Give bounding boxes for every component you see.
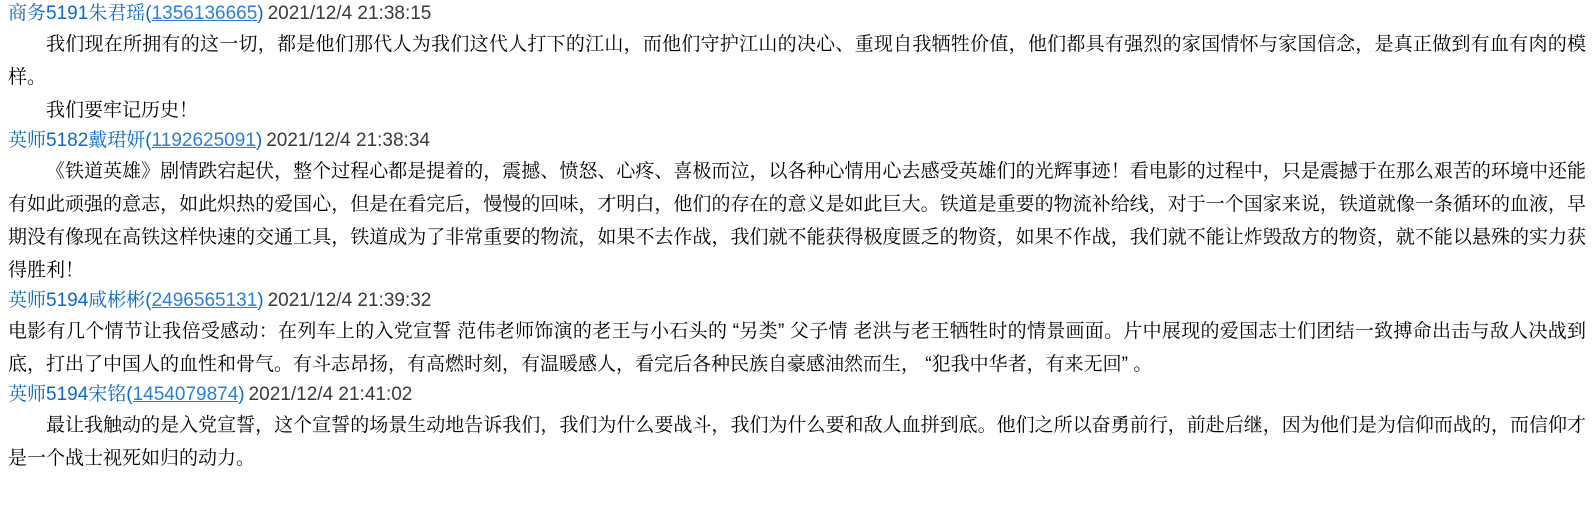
- chat-message: [8, 0, 1586, 127]
- sender-id[interactable]: 2496565131: [151, 290, 258, 311]
- sender-id-open-paren: (: [126, 384, 133, 405]
- message-paragraph: 我们要牢记历史！: [46, 100, 199, 121]
- message-paragraph: 我们现在所拥有的这一切，都是他们那代人为我们这代人打下的江山，而他们守护江山的决心、重现自我牺牲价值，他们都具有强烈的家国情怀与家国信念，是真正做到有血有肉的模样。: [8, 34, 1586, 88]
- sender-id-close-paren: ): [257, 290, 264, 311]
- message-header: [8, 381, 1586, 409]
- message-header: [8, 127, 1586, 155]
- sender-name[interactable]: 商务5191朱君瑶: [8, 3, 146, 24]
- sender-id-open-paren: (: [145, 3, 152, 24]
- message-paragraph: 《铁道英雄》剧情跌宕起伏，整个过程心都是提着的，震撼、愤怒、心疼、喜极而泣，以各种心情用心去感受英雄们的光辉事迹！看电影的过程中，只是震撼于在那么艰苦的环境中还能有如此顽强的意志，如此炽热的爱国心，但是在看完后，慢慢的回味，才明白，他们的存在的意义是如此巨大。铁道是重要的物流补给线，对于一个国家来说，铁道就像一条循环的血液，早期没有像现在高铁这样快速的交通工具，铁道成为了非常重要的物流，如果不去作战，我们就不能获得极度匮乏的物资，如果不作战，我们就不能让炸毁敌方的物资，就不能以悬殊的实力获得胜利！: [8, 161, 1586, 281]
- message-timestamp: 2021/12/4 21:38:15: [267, 3, 432, 24]
- sender-id[interactable]: 1356136665: [151, 3, 258, 24]
- message-body: [8, 315, 1586, 381]
- chat-message: [8, 381, 1586, 475]
- message-timestamp: 2021/12/4 21:41:02: [248, 384, 413, 405]
- sender-id[interactable]: 1454079874: [132, 384, 239, 405]
- message-header: [8, 287, 1586, 315]
- message-body: [8, 155, 1586, 287]
- message-timestamp: 2021/12/4 21:39:32: [267, 290, 432, 311]
- sender-id-close-paren: ): [257, 3, 264, 24]
- message-body: [8, 28, 1586, 127]
- chat-message: [8, 287, 1586, 381]
- message-body: [8, 409, 1586, 475]
- sender-name[interactable]: 英师5182戴珺妍: [8, 130, 146, 151]
- sender-id-open-paren: (: [145, 290, 152, 311]
- message-paragraph: 电影有几个情节让我倍受感动：在列车上的入党宣誓 范伟老师饰演的老王与小石头的 “另类” 父子情 老洪与老王牺牲时的情景画面。片中展现的爱国志士们团结一致搏命出击与敌人决战到底，打出了中国人的血性和骨气。有斗志昂扬，有高燃时刻，有温暖感人，看完后各种民族自豪感油然而生， “犯我中华者，有来无回” 。: [8, 321, 1586, 375]
- message-paragraph: 最让我触动的是入党宣誓，这个宣誓的场景生动地告诉我们，我们为什么要战斗，我们为什么要和敌人血拼到底。他们之所以奋勇前行，前赴后继，因为他们是为信仰而战的，而信仰才是一个战士视死如归的动力。: [8, 415, 1586, 469]
- sender-id-close-paren: ): [238, 384, 245, 405]
- chat-message: [8, 127, 1586, 287]
- sender-id-open-paren: (: [145, 130, 152, 151]
- message-timestamp: 2021/12/4 21:38:34: [266, 130, 430, 151]
- sender-name[interactable]: 英师5194宋铭: [8, 384, 127, 405]
- sender-name[interactable]: 英师5194咸彬彬: [8, 290, 146, 311]
- sender-id-close-paren: ): [255, 130, 263, 151]
- message-header: [8, 0, 1586, 28]
- sender-id[interactable]: 1192625091: [151, 130, 256, 151]
